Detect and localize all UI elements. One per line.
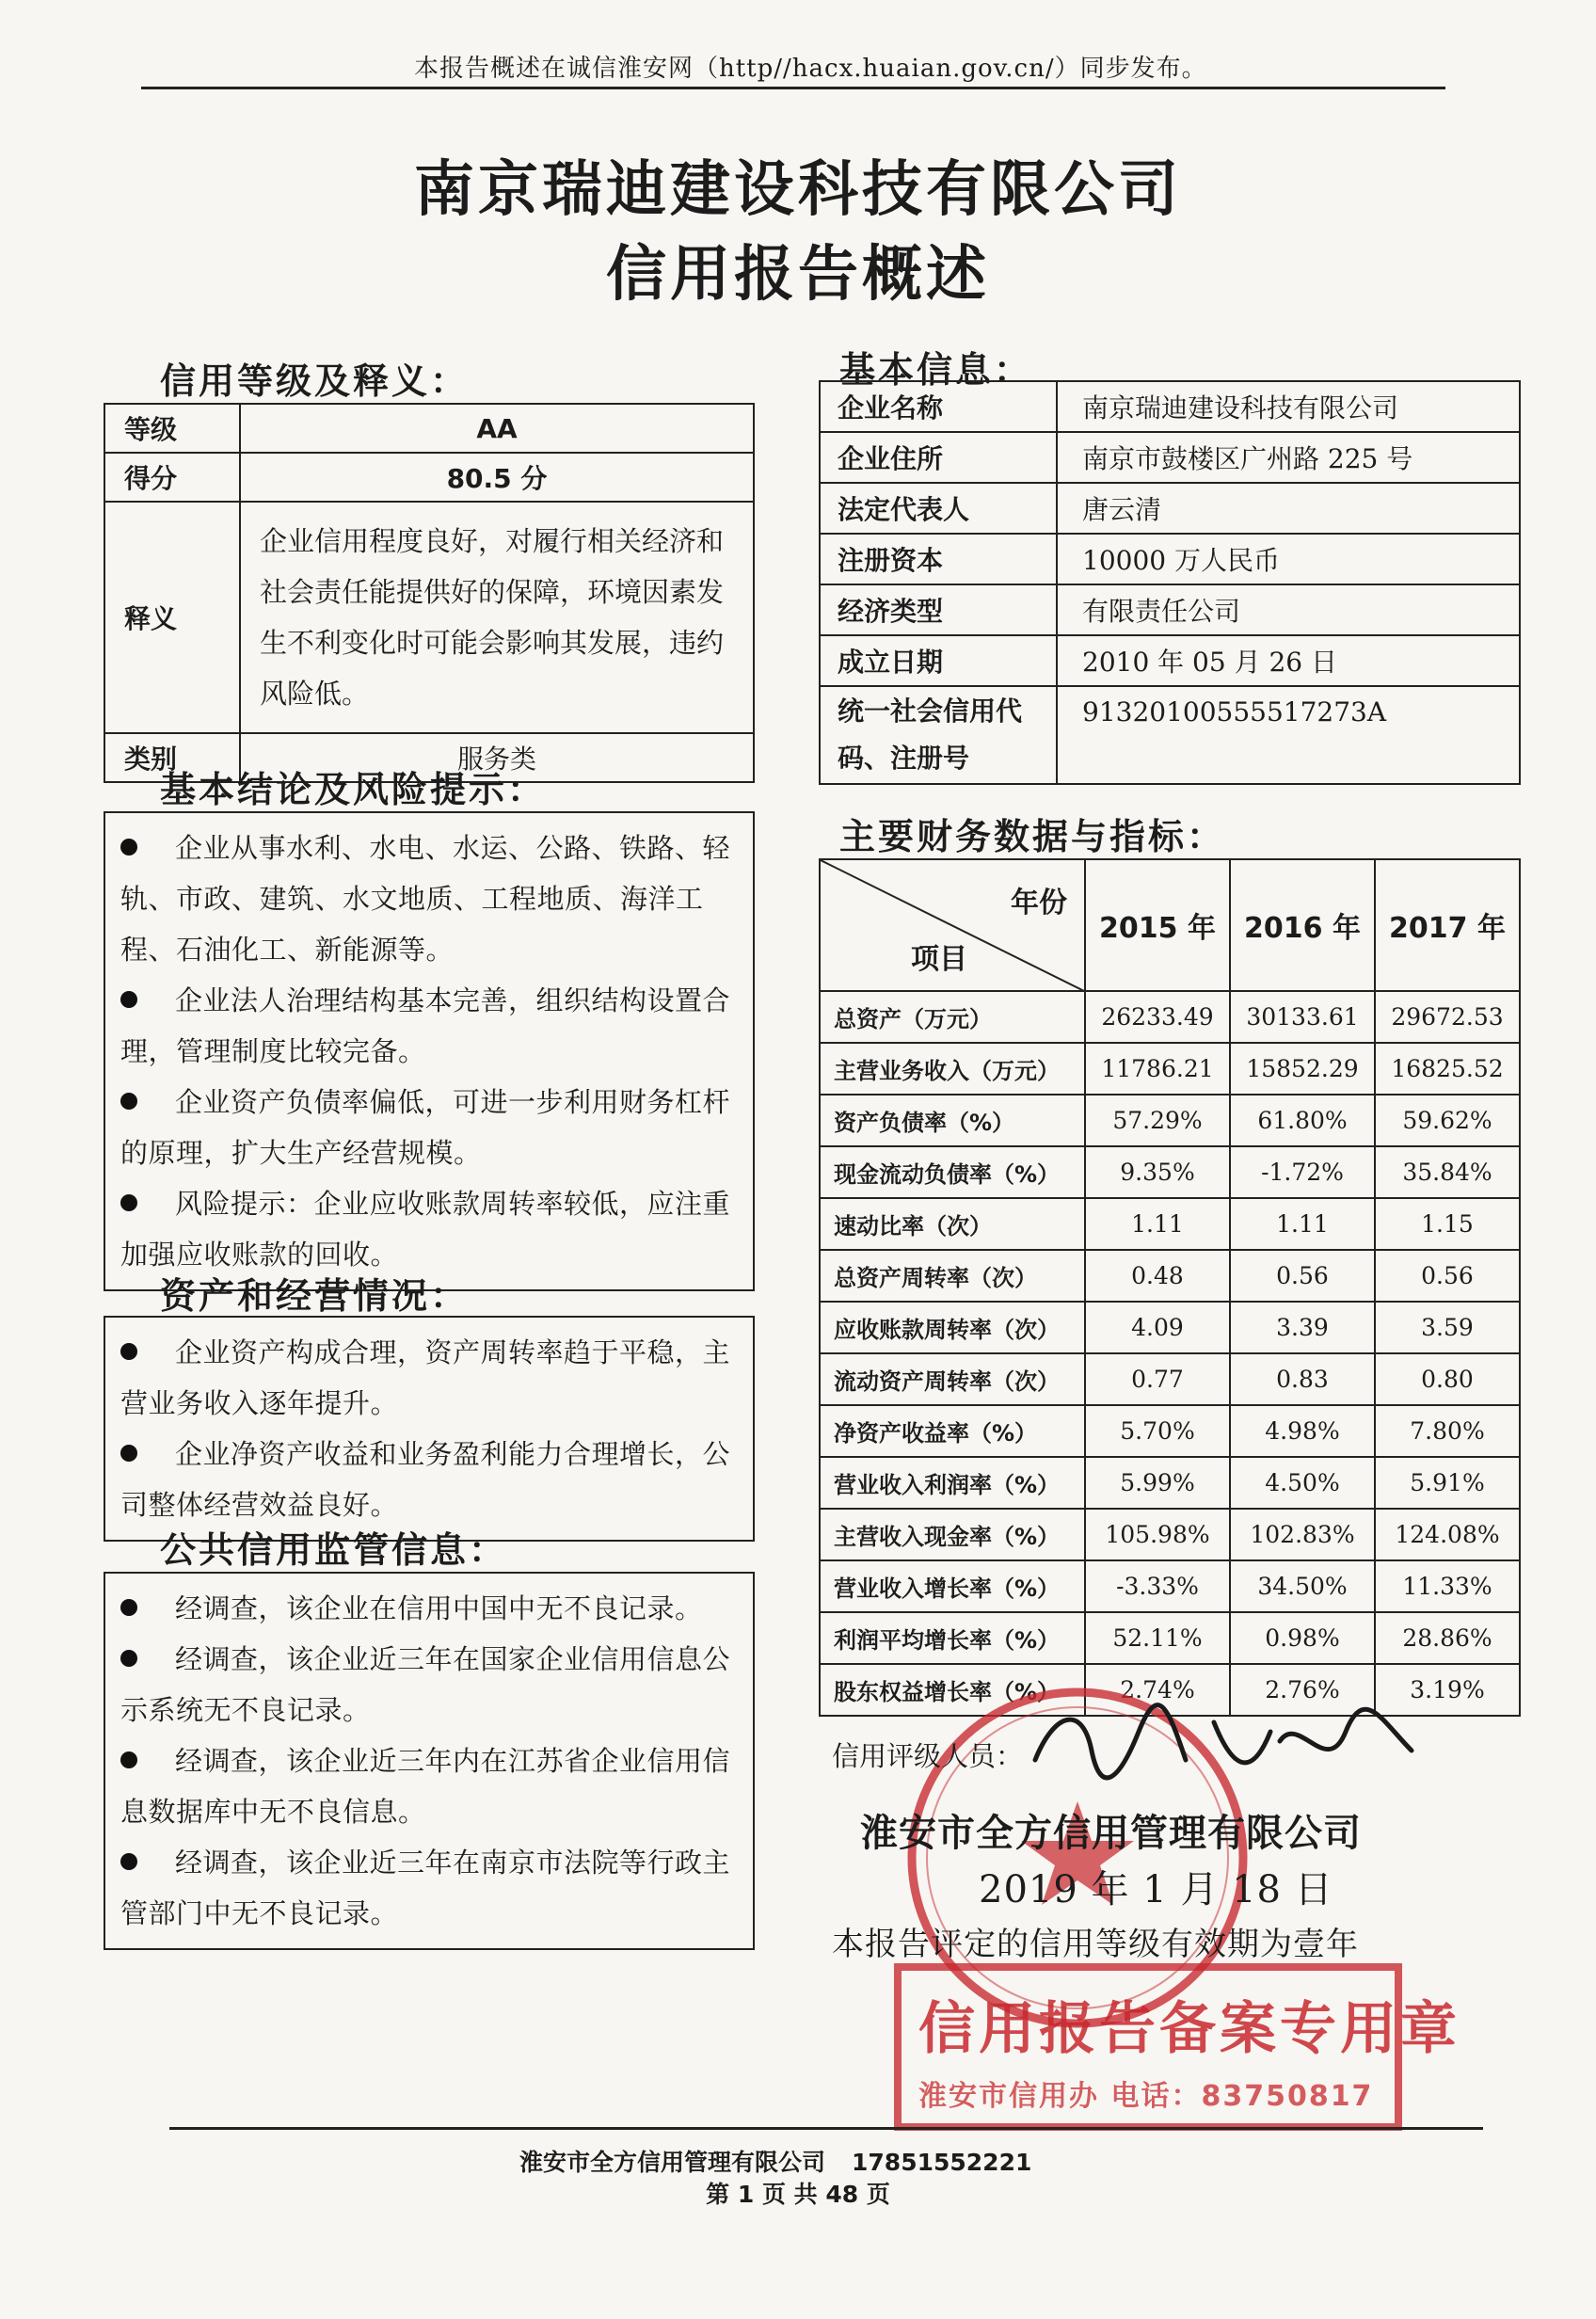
- finance-value-cell: 59.62%: [1375, 1095, 1520, 1146]
- year-header: 2016 年: [1230, 859, 1375, 991]
- finance-metric-label: 主营业务收入（万元）: [820, 1043, 1085, 1095]
- finance-value-cell: 0.56: [1230, 1250, 1375, 1302]
- finance-metric-label: 净资产收益率（%）: [820, 1405, 1085, 1457]
- supervision-heading: 公共信用监管信息：: [160, 1529, 508, 1571]
- footer-phone: 17851552221: [852, 2149, 1032, 2176]
- finance-value-cell: 3.59: [1375, 1302, 1520, 1353]
- table-row: [820, 1560, 1520, 1612]
- info-label: 统一社会信用代码、注册号: [820, 686, 1057, 784]
- finance-value-cell: 9.35%: [1085, 1146, 1230, 1198]
- finance-metric-label: 股东权益增长率（%）: [820, 1664, 1085, 1716]
- finance-value-cell: 57.29%: [1085, 1095, 1230, 1146]
- finance-metric-label: 营业收入增长率（%）: [820, 1560, 1085, 1612]
- corner-year-label: 年份: [1011, 887, 1067, 920]
- info-label: 注册资本: [820, 534, 1057, 584]
- credit-grade-heading: 信用等级及释义：: [160, 360, 470, 402]
- registered-capital: 10000 万人民币: [1057, 534, 1520, 584]
- finance-value-cell: 61.80%: [1230, 1095, 1375, 1146]
- info-label: 成立日期: [820, 635, 1057, 686]
- info-label: 经济类型: [820, 584, 1057, 635]
- finance-value-cell: 35.84%: [1375, 1146, 1520, 1198]
- finance-metric-label: 流动资产周转率（次）: [820, 1353, 1085, 1405]
- finance-value-cell: 0.77: [1085, 1353, 1230, 1405]
- finance-value-cell: 0.98%: [1230, 1612, 1375, 1664]
- signature: [1026, 1694, 1421, 1798]
- year-header: 2015 年: [1085, 859, 1230, 991]
- list-item: 风险提示：企业应收账款周转率较低，应注重加强应收账款的回收。: [120, 1188, 731, 1271]
- finance-value-cell: 4.09: [1085, 1302, 1230, 1353]
- finance-value-cell: 102.83%: [1230, 1509, 1375, 1560]
- bullet-icon: [120, 839, 137, 856]
- finance-value-cell: 4.98%: [1230, 1405, 1375, 1457]
- corner-cell: [820, 859, 1085, 991]
- table-row: [820, 483, 1520, 534]
- basic-info-heading: 基本信息：: [839, 349, 1033, 391]
- finance-value-cell: 0.80: [1375, 1353, 1520, 1405]
- bullet-icon: [120, 1599, 137, 1616]
- company-address: 南京市鼓楼区广州路 225 号: [1057, 432, 1520, 483]
- finance-metric-label: 总资产（万元）: [820, 991, 1085, 1043]
- finance-value-cell: 1.11: [1085, 1198, 1230, 1250]
- list-item: 企业资产负债率偏低，可进一步利用财务杠杆的原理，扩大生产经营规模。: [120, 1086, 731, 1169]
- finance-value-cell: 52.11%: [1085, 1612, 1230, 1664]
- table-row: [820, 381, 1520, 432]
- economic-type: 有限责任公司: [1057, 584, 1520, 635]
- finance-value-cell: 0.48: [1085, 1250, 1230, 1302]
- finance-body: [820, 991, 1520, 1716]
- assets-box: [104, 1316, 755, 1542]
- finance-heading: 主要财务数据与指标：: [839, 816, 1226, 857]
- table-row: [820, 635, 1520, 686]
- list-item: 企业资产构成合理，资产周转率趋于平稳，主营业务收入逐年提升。: [120, 1336, 731, 1419]
- table-row: [820, 1095, 1520, 1146]
- finance-value-cell: -3.33%: [1085, 1560, 1230, 1612]
- table-row: [820, 1198, 1520, 1250]
- table-row: [820, 534, 1520, 584]
- credit-code: 91320100555517273A: [1057, 686, 1520, 784]
- finance-metric-label: 总资产周转率（次）: [820, 1250, 1085, 1302]
- finance-value-cell: 2.74%: [1085, 1664, 1230, 1716]
- filing-stamp-title: 信用报告备案专用章: [918, 1996, 1460, 2062]
- finance-metric-label: 主营收入现金率（%）: [820, 1509, 1085, 1560]
- table-row: [104, 453, 754, 502]
- category-value: 服务类: [240, 733, 754, 782]
- finance-value-cell: 3.19%: [1375, 1664, 1520, 1716]
- info-label: 企业名称: [820, 381, 1057, 432]
- finance-value-cell: 11.33%: [1375, 1560, 1520, 1612]
- list-item: 企业从事水利、水电、水运、公路、铁路、轻轨、市政、建筑、水文地质、工程地质、海洋工程、石油化工、新能源等。: [120, 832, 731, 966]
- company-name: 南京瑞迪建设科技有限公司: [1057, 381, 1520, 432]
- credit-grade-table: [104, 403, 755, 783]
- table-row: [820, 1250, 1520, 1302]
- corner-item-label: 项目: [911, 943, 967, 976]
- bullet-icon: [120, 1650, 137, 1667]
- issuer-name: 淮安市全方信用管理有限公司: [860, 1812, 1362, 1855]
- bullet-icon: [120, 1751, 137, 1768]
- finance-value-cell: 105.98%: [1085, 1509, 1230, 1560]
- bullet-icon: [120, 1853, 137, 1870]
- finance-value-cell: 30133.61: [1230, 991, 1375, 1043]
- page-number: 第 1 页 共 48 页: [706, 2181, 890, 2208]
- list-item: 企业法人治理结构基本完善，组织结构设置合理，管理制度比较完备。: [120, 984, 731, 1067]
- bullet-icon: [120, 1194, 137, 1211]
- finance-value-cell: 1.11: [1230, 1198, 1375, 1250]
- grade-label: 等级: [104, 404, 240, 453]
- finance-value-cell: 16825.52: [1375, 1043, 1520, 1095]
- validity-note: 本报告评定的信用等级有效期为壹年: [832, 1926, 1359, 1963]
- finance-value-cell: 29672.53: [1375, 991, 1520, 1043]
- year-header: 2017 年: [1375, 859, 1520, 991]
- footer-company: 淮安市全方信用管理有限公司: [519, 2149, 826, 2176]
- finance-metric-label: 速动比率（次）: [820, 1198, 1085, 1250]
- table-row: [820, 686, 1520, 784]
- list-item: 经调查，该企业在信用中国中无不良记录。: [120, 1583, 740, 1634]
- supervision-box: [104, 1572, 755, 1950]
- rater-label: 信用评级人员：: [832, 1740, 1024, 1772]
- finance-value-cell: 4.50%: [1230, 1457, 1375, 1509]
- finance-metric-label: 应收账款周转率（次）: [820, 1302, 1085, 1353]
- footer-divider: [169, 2127, 1483, 2130]
- filing-stamp: [894, 1963, 1460, 2131]
- table-row: [820, 1612, 1520, 1664]
- conclusions-heading: 基本结论及风险提示：: [160, 769, 547, 810]
- table-row: [820, 1302, 1520, 1353]
- finance-value-cell: 2.76%: [1230, 1664, 1375, 1716]
- basic-info-table: [819, 380, 1521, 785]
- footer: [519, 2144, 1031, 2178]
- bullet-icon: [120, 1445, 137, 1462]
- bullet-icon: [120, 1343, 137, 1360]
- established-date: 2010 年 05 月 26 日: [1057, 635, 1520, 686]
- finance-metric-label: 现金流动负债率（%）: [820, 1146, 1085, 1198]
- bullet-icon: [120, 1093, 137, 1110]
- finance-value-cell: 26233.49: [1085, 991, 1230, 1043]
- finance-value-cell: 1.15: [1375, 1198, 1520, 1250]
- score-value: 80.5 分: [240, 453, 754, 502]
- filing-stamp-sub: 淮安市信用办 电话：83750817: [918, 2080, 1374, 2113]
- legal-representative: 唐云清: [1057, 483, 1520, 534]
- table-row: [820, 1457, 1520, 1509]
- finance-value-cell: 15852.29: [1230, 1043, 1375, 1095]
- finance-value-cell: 5.91%: [1375, 1457, 1520, 1509]
- finance-value-cell: 124.08%: [1375, 1509, 1520, 1560]
- table-row: [104, 502, 754, 733]
- report-title: 信用报告概述: [606, 240, 990, 310]
- table-row: [820, 1146, 1520, 1198]
- finance-metric-label: 营业收入利润率（%）: [820, 1457, 1085, 1509]
- table-row: [820, 584, 1520, 635]
- info-label: 企业住所: [820, 432, 1057, 483]
- grade-value: AA: [240, 404, 754, 453]
- category-label: 类别: [104, 733, 240, 782]
- explanation-value: 企业信用程度良好，对履行相关经济和社会责任能提供好的保障，环境因素发生不利变化时可能会影响其发展，违约风险低。: [240, 502, 754, 733]
- finance-value-cell: 11786.21: [1085, 1043, 1230, 1095]
- finance-value-cell: -1.72%: [1230, 1146, 1375, 1198]
- list-item: 企业净资产收益和业务盈利能力合理增长，公司整体经营效益良好。: [120, 1438, 731, 1521]
- finance-value-cell: 5.70%: [1085, 1405, 1230, 1457]
- score-label: 得分: [104, 453, 240, 502]
- table-row: [820, 1509, 1520, 1560]
- table-header-row: [820, 859, 1520, 991]
- table-row: [820, 1353, 1520, 1405]
- assets-heading: 资产和经营情况：: [160, 1275, 470, 1317]
- list-item: 经调查，该企业近三年在国家企业信用信息公示系统无不良记录。: [120, 1643, 731, 1726]
- info-label: 法定代表人: [820, 483, 1057, 534]
- finance-value-cell: 28.86%: [1375, 1612, 1520, 1664]
- table-row: [820, 1405, 1520, 1457]
- list-item: 经调查，该企业近三年在南京市法院等行政主管部门中无不良记录。: [120, 1847, 731, 1929]
- finance-metric-label: 利润平均增长率（%）: [820, 1612, 1085, 1664]
- finance-value-cell: 34.50%: [1230, 1560, 1375, 1612]
- conclusions-box: [104, 811, 755, 1291]
- finance-value-cell: 0.83: [1230, 1353, 1375, 1405]
- finance-value-cell: 3.39: [1230, 1302, 1375, 1353]
- bullet-icon: [120, 991, 137, 1008]
- publish-note: 本报告概述在诚信淮安网（http//hacx.huaian.gov.cn/）同步发布。: [414, 55, 1207, 83]
- finance-value-cell: 5.99%: [1085, 1457, 1230, 1509]
- table-row: [820, 432, 1520, 483]
- explanation-label: 释义: [104, 502, 240, 733]
- finance-table: [819, 858, 1521, 1717]
- finance-metric-label: 资产负债率（%）: [820, 1095, 1085, 1146]
- header-divider: [141, 87, 1445, 89]
- table-row: [104, 404, 754, 453]
- table-row: [820, 1043, 1520, 1095]
- issue-date: 2019 年 1 月 18 日: [979, 1868, 1333, 1911]
- finance-value-cell: 7.80%: [1375, 1405, 1520, 1457]
- company-title: 南京瑞迪建设科技有限公司: [414, 155, 1182, 225]
- table-row: [820, 991, 1520, 1043]
- list-item: 经调查，该企业近三年内在江苏省企业信用信息数据库中无不良信息。: [120, 1745, 731, 1828]
- finance-value-cell: 0.56: [1375, 1250, 1520, 1302]
